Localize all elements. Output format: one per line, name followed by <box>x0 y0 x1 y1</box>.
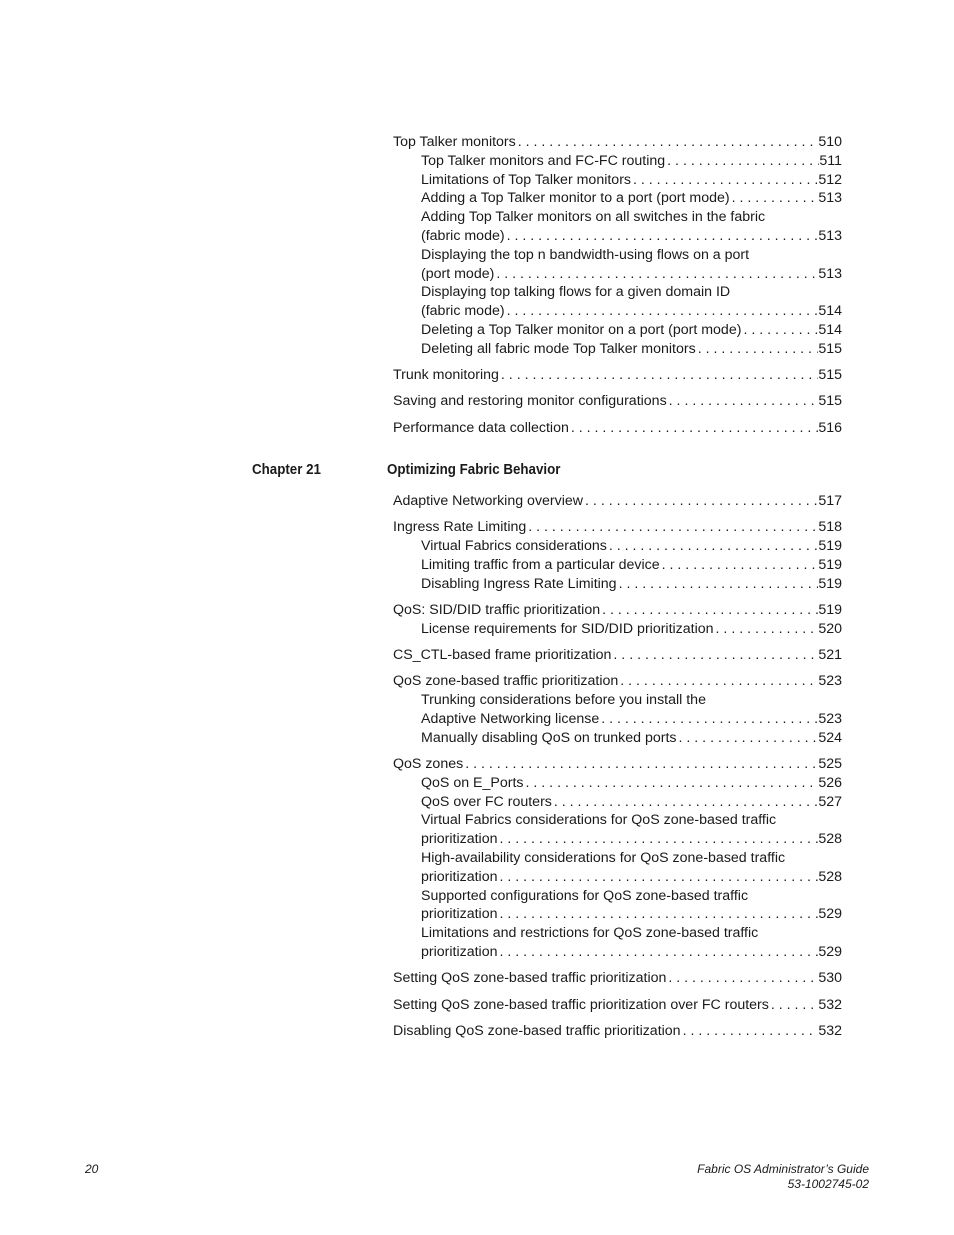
dot-leader <box>600 601 818 620</box>
toc-section-monitoring <box>393 133 842 437</box>
dot-leader <box>741 321 818 340</box>
dot-leader <box>660 556 819 575</box>
toc-entry-title-line: Virtual Fabrics considerations for QoS zone-based traffic <box>421 812 777 829</box>
dot-leader <box>681 1022 819 1041</box>
toc-entry-title: Deleting a Top Talker monitor on a port (port mode) <box>421 321 742 338</box>
toc-entry-title: Disabling QoS zone-based traffic prioritization <box>393 1022 681 1039</box>
toc-entry-title-line: Displaying top talking flows for a given domain ID <box>421 284 731 301</box>
dot-leader <box>552 793 818 812</box>
toc-entry-title: Top Talker monitors <box>393 134 516 150</box>
toc-entry-title: Ingress Rate Limiting <box>393 519 527 536</box>
toc-entry[interactable] <box>393 969 842 988</box>
toc-entry-title: prioritization <box>421 944 498 961</box>
toc-entry[interactable] <box>393 392 842 411</box>
dot-leader <box>499 366 818 385</box>
toc-entry[interactable] <box>393 152 842 171</box>
toc-page-number: 518 <box>818 519 842 536</box>
toc-entry-title: QoS on E_Ports <box>421 774 524 791</box>
toc-page-number: 524 <box>818 729 842 746</box>
toc-entry[interactable] <box>393 996 842 1015</box>
toc-entry-title: Deleting all fabric mode Top Talker monitors <box>421 340 696 357</box>
chapter-title: Optimizing Fabric Behavior <box>387 462 561 478</box>
dot-leader <box>667 392 819 411</box>
toc-entry[interactable] <box>393 340 842 359</box>
toc-page-number: 523 <box>818 673 842 690</box>
dot-leader <box>526 518 818 537</box>
toc-entry-title: QoS zones <box>393 756 464 773</box>
toc-entry[interactable] <box>393 691 842 729</box>
dot-leader <box>677 729 819 748</box>
toc-entry-title: Adaptive Networking license <box>421 710 600 727</box>
toc-entry[interactable] <box>393 189 842 208</box>
toc-page-number: 525 <box>818 756 842 773</box>
toc-entry[interactable] <box>393 537 842 556</box>
toc-entry-title: Manually disabling QoS on trunked ports <box>421 729 677 746</box>
toc-page-number: 519 <box>818 556 842 573</box>
dot-leader <box>516 133 819 152</box>
toc-entry-title: prioritization <box>421 906 498 923</box>
toc-entry[interactable] <box>393 924 842 962</box>
toc-entry[interactable] <box>393 133 842 152</box>
dot-leader <box>498 830 819 849</box>
toc-entry-title: QoS zone-based traffic prioritization <box>393 673 619 690</box>
toc-entry-title: Adding a Top Talker monitor to a port (port mode) <box>421 190 730 207</box>
toc-page-number: 514 <box>818 303 842 320</box>
toc-entry[interactable] <box>393 774 842 793</box>
dot-leader <box>617 575 819 594</box>
toc-page-number: 528 <box>818 831 842 848</box>
dot-leader <box>505 227 819 246</box>
toc-entry-title: Trunk monitoring <box>393 367 499 384</box>
toc-entry-title: (port mode) <box>421 265 495 282</box>
toc-page-number: 523 <box>818 710 842 727</box>
toc-page-number: 527 <box>818 793 842 810</box>
toc-entry-title: Adaptive Networking overview <box>393 493 584 509</box>
toc-entry-title: QoS over FC routers <box>421 793 552 810</box>
toc-entry[interactable] <box>393 492 842 511</box>
footer-book-title: Fabric OS Administrator’s Guide <box>697 1162 869 1176</box>
toc-entry-title: CS_CTL-based frame prioritization <box>393 647 612 664</box>
toc-entry-title: Limiting traffic from a particular device <box>421 556 660 573</box>
dot-leader <box>498 868 819 887</box>
toc-entry[interactable] <box>393 518 842 537</box>
toc-page-number: 511 <box>819 152 842 169</box>
toc-page-number: 513 <box>818 190 842 207</box>
toc-page-number: 513 <box>818 265 842 282</box>
toc-page-number: 532 <box>818 1022 842 1039</box>
toc-page-number: 516 <box>818 419 842 436</box>
toc-entry-title: Top Talker monitors and FC-FC routing <box>421 152 666 169</box>
toc-entry-title: Setting QoS zone-based traffic prioritization <box>393 970 667 987</box>
toc-page-number: 510 <box>818 134 842 150</box>
toc-entry[interactable] <box>393 887 842 925</box>
toc-entry[interactable] <box>393 849 842 887</box>
toc-entry-title: QoS: SID/DID traffic prioritization <box>393 601 601 618</box>
dot-leader <box>498 905 819 924</box>
toc-entry-title: prioritization <box>421 868 498 885</box>
toc-entry-title: Saving and restoring monitor configurations <box>393 393 667 410</box>
toc-page-number: 519 <box>818 601 842 618</box>
footer-doc-info <box>697 1162 869 1192</box>
toc-entry[interactable] <box>393 321 842 340</box>
toc-entry-title-line: Limitations and restrictions for QoS zone-based traffic <box>421 925 759 942</box>
toc-page-number: 530 <box>818 970 842 987</box>
toc-entry[interactable] <box>393 575 842 594</box>
toc-entry-title: Disabling Ingress Rate Limiting <box>421 575 617 592</box>
toc-page-number: 529 <box>818 944 842 961</box>
toc-entry-title-line: Supported configurations for QoS zone-based traffic <box>421 887 749 904</box>
dot-leader <box>599 710 818 729</box>
toc-page-number: 519 <box>818 538 842 555</box>
dot-leader <box>769 996 818 1015</box>
toc-page-number: 519 <box>818 575 842 592</box>
dot-leader <box>696 340 819 359</box>
dot-leader <box>569 419 818 438</box>
toc-entry-title: (fabric mode) <box>421 227 505 244</box>
toc-page-number: 515 <box>818 340 842 357</box>
toc-entry[interactable] <box>393 793 842 812</box>
toc-page-number: 520 <box>818 620 842 637</box>
toc-entry[interactable] <box>393 672 842 691</box>
toc-entry-title: Performance data collection <box>393 419 569 436</box>
toc-entry-title-line: Displaying the top n bandwidth-using flows on a port <box>421 246 750 263</box>
dot-leader <box>714 620 819 639</box>
dot-leader <box>583 492 818 511</box>
toc-entry[interactable] <box>393 729 842 748</box>
dot-leader <box>618 672 818 691</box>
chapter-number: Chapter 21 <box>252 462 321 478</box>
dot-leader <box>524 774 819 793</box>
toc-page-number: 528 <box>818 868 842 885</box>
toc-page-number: 514 <box>818 321 842 338</box>
toc-entry-title: (fabric mode) <box>421 303 505 320</box>
toc-entry-title-line: High-availability considerations for QoS zone-based traffic <box>421 850 786 867</box>
toc-page-number: 513 <box>818 227 842 244</box>
toc-entry-title-line: Adding Top Talker monitors on all switches in the fabric <box>421 209 766 226</box>
toc-page-number: 526 <box>818 774 842 791</box>
dot-leader <box>494 265 818 284</box>
toc-page-number: 521 <box>818 647 842 664</box>
toc-entry[interactable] <box>393 283 842 321</box>
dot-leader <box>730 189 819 208</box>
chapter-heading <box>0 462 954 484</box>
toc-section-fabric-behavior <box>393 492 842 1041</box>
toc-entry[interactable] <box>393 620 842 639</box>
toc-page-number: 512 <box>818 171 842 188</box>
dot-leader <box>498 943 819 962</box>
toc-entry[interactable] <box>393 755 842 774</box>
toc-entry[interactable] <box>393 556 842 575</box>
toc-entry[interactable] <box>393 419 842 438</box>
toc-entry-title: Limitations of Top Talker monitors <box>421 171 632 188</box>
toc-entry[interactable] <box>393 811 842 849</box>
dot-leader <box>607 537 818 556</box>
toc-entry[interactable] <box>393 171 842 190</box>
dot-leader <box>611 646 818 665</box>
toc-entry-title-line: Trunking considerations before you install the <box>421 692 706 709</box>
dot-leader <box>631 171 818 190</box>
toc-entry[interactable] <box>393 208 842 246</box>
dot-leader <box>666 969 818 988</box>
toc-page-number: 515 <box>818 393 842 410</box>
toc-page-number: 532 <box>818 996 842 1013</box>
dot-leader <box>463 755 818 774</box>
footer-doc-number: 53-1002745-02 <box>787 1177 869 1191</box>
toc-entry-title: Virtual Fabrics considerations <box>421 538 607 555</box>
toc-entry[interactable] <box>393 246 842 284</box>
dot-leader <box>665 152 819 171</box>
toc-entry[interactable] <box>393 646 842 665</box>
toc-entry[interactable] <box>393 601 842 620</box>
toc-page-number: 515 <box>818 367 842 384</box>
dot-leader <box>505 302 819 321</box>
toc-entry-title: prioritization <box>421 831 498 848</box>
toc-page-number: 529 <box>818 906 842 923</box>
toc-page-number: 517 <box>818 493 842 509</box>
toc-entry[interactable] <box>393 1022 842 1041</box>
footer-page-number: 20 <box>85 1162 99 1176</box>
toc-entry[interactable] <box>393 366 842 385</box>
toc-entry-title: License requirements for SID/DID prioritization <box>421 620 714 637</box>
toc-entry-title: Setting QoS zone-based traffic prioritization over FC routers <box>393 996 769 1013</box>
